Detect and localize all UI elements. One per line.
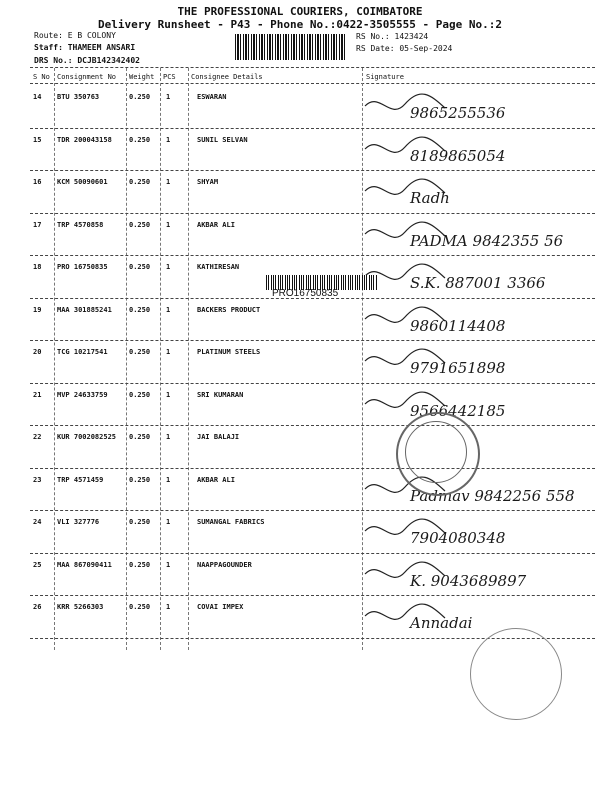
row-weight: 0.250	[129, 475, 151, 484]
row-pcs: 1	[166, 560, 171, 569]
row-consignee: SHYAM	[197, 178, 219, 186]
row-pcs: 1	[166, 220, 171, 229]
rs-no-label: RS No.: 1423424	[356, 32, 429, 41]
row-sno: 25	[33, 560, 42, 569]
row-pcs: 1	[166, 348, 171, 356]
runsheet-subtitle: Delivery Runsheet - P43 - Phone No.:0422-3505555 - Page No.:2	[98, 18, 502, 31]
row-consignee: NAAPPAGOUNDER	[197, 560, 252, 569]
row-consignee: COVAI IMPEX	[197, 603, 244, 611]
header-bottom-rule	[30, 83, 595, 84]
row-consignment: PRO 16750835	[57, 263, 108, 271]
signature-text: K. 9043689897	[410, 571, 527, 590]
signature-handwriting	[360, 554, 600, 596]
row-consignee: BACKERS PRODUCT	[197, 305, 261, 314]
route-label: Route: E B COLONY	[34, 31, 116, 40]
row-sno: 19	[33, 305, 42, 314]
row-weight: 0.250	[129, 220, 151, 229]
row-consignment: MAA 867090411	[57, 560, 112, 569]
col-header-sno: S No	[33, 73, 50, 81]
row-consignee: SRI KUMARAN	[197, 390, 244, 399]
col-header-weight: Weight	[129, 73, 155, 81]
signature-handwriting	[360, 299, 600, 341]
signature-text: S.K. 887001 3366	[410, 274, 546, 292]
row-sno: 26	[33, 603, 42, 611]
col-divider	[126, 68, 127, 650]
signature-text: Padmav 9842256 558	[410, 486, 575, 505]
row-pcs: 1	[166, 433, 171, 441]
row-sno: 24	[33, 518, 42, 526]
signature-text: Radh	[410, 189, 450, 207]
signature-handwriting	[360, 129, 600, 171]
row-consignment: VLI 327776	[57, 518, 100, 526]
row-consignee: PLATINUM STEELS	[197, 348, 261, 356]
signature-handwriting	[360, 86, 600, 128]
drs-label: DRS No.: DCJB142342402	[34, 56, 140, 65]
row-consignment: MAA 301885241	[57, 305, 112, 314]
signature-handwriting	[360, 596, 600, 638]
row-pcs: 1	[166, 475, 171, 484]
row-consignment: KRR 5266303	[57, 603, 104, 611]
row-consignment: BTU 350763	[57, 93, 100, 101]
rubber-stamp-inner	[405, 421, 467, 483]
row-weight: 0.250	[129, 348, 151, 356]
row-pcs: 1	[166, 263, 171, 271]
row-pcs: 1	[166, 518, 171, 526]
row-weight: 0.250	[129, 135, 151, 144]
row-pcs: 1	[166, 603, 171, 611]
signature-handwriting	[360, 171, 600, 213]
row-pcs: 1	[166, 135, 171, 144]
row-consignment: TCG 10217541	[57, 348, 108, 356]
col-divider	[54, 68, 55, 650]
row-consignment: MVP 24633759	[57, 390, 108, 399]
signature-handwriting	[360, 341, 600, 383]
row-weight: 0.250	[129, 305, 151, 314]
row-consignment: TRP 4571459	[57, 475, 104, 484]
row-consignment: KCM 50090601	[57, 178, 108, 186]
signature-handwriting	[360, 469, 600, 511]
rubber-stamp-2	[470, 628, 562, 720]
row-sno: 22	[33, 433, 42, 441]
row-consignment: KUR 7002082525	[57, 433, 117, 441]
row-weight: 0.250	[129, 263, 151, 271]
col-header-signature: Signature	[366, 73, 404, 81]
row-weight: 0.250	[129, 560, 151, 569]
signature-handwriting	[360, 256, 600, 298]
signature-text: Annadai	[410, 614, 473, 632]
row-pcs: 1	[166, 93, 171, 101]
row-weight: 0.250	[129, 390, 151, 399]
row-consignee: AKBAR ALI	[197, 220, 235, 229]
row-pcs: 1	[166, 305, 171, 314]
row-consignee: SUMANGAL FABRICS	[197, 518, 265, 526]
row-weight: 0.250	[129, 93, 151, 101]
row-consignee: KATHIRESAN	[197, 263, 240, 271]
row-consignment: TDR 200043158	[57, 135, 112, 144]
row-sno: 14	[33, 93, 42, 101]
row-sno: 18	[33, 263, 42, 271]
row-weight: 0.250	[129, 518, 151, 526]
row-sno: 17	[33, 220, 42, 229]
col-divider	[160, 68, 161, 650]
rs-date-label: RS Date: 05-Sep-2024	[356, 44, 453, 53]
row-pcs: 1	[166, 390, 171, 399]
row-sno: 23	[33, 475, 42, 484]
row-sno: 16	[33, 178, 42, 186]
row-consignee: AKBAR ALI	[197, 475, 235, 484]
col-header-consignee: Consignee Details	[191, 73, 263, 81]
row-weight: 0.250	[129, 178, 151, 186]
row-sno: 20	[33, 348, 42, 356]
col-header-consignment: Consignment No	[57, 73, 117, 81]
signature-text: 8189865054	[410, 146, 506, 165]
staff-label: Staff: THAMEEM ANSARI	[34, 43, 136, 52]
row-consignee: SUNIL SELVAN	[197, 135, 248, 144]
row-pcs: 1	[166, 178, 171, 186]
signature-text: 9791651898	[410, 359, 506, 377]
col-header-pcs: PCS	[163, 73, 176, 81]
col-divider	[188, 68, 189, 650]
header-rule	[30, 67, 595, 68]
signature-handwriting	[360, 511, 600, 553]
signature-text: 7904080348	[410, 529, 506, 547]
drs-barcode	[235, 34, 347, 60]
signature-handwriting	[360, 214, 600, 256]
signature-text: PADMA 9842355 56	[410, 231, 564, 250]
signature-handwriting	[360, 384, 600, 426]
consignment-barcode-text: PRO16750835	[272, 288, 339, 299]
signature-text: 9860114408	[410, 316, 506, 335]
row-consignment: TRP 4570858	[57, 220, 104, 229]
row-consignee: JAI BALAJI	[197, 433, 240, 441]
row-consignee: ESWARAN	[197, 93, 227, 101]
row-sno: 15	[33, 135, 42, 144]
signature-text: 9865255536	[410, 104, 506, 122]
row-rule	[30, 425, 595, 426]
row-sno: 21	[33, 390, 42, 399]
company-title: THE PROFESSIONAL COURIERS, COIMBATORE	[177, 5, 423, 18]
signature-text: 9566442185	[410, 401, 506, 420]
row-weight: 0.250	[129, 433, 151, 441]
row-weight: 0.250	[129, 603, 151, 611]
